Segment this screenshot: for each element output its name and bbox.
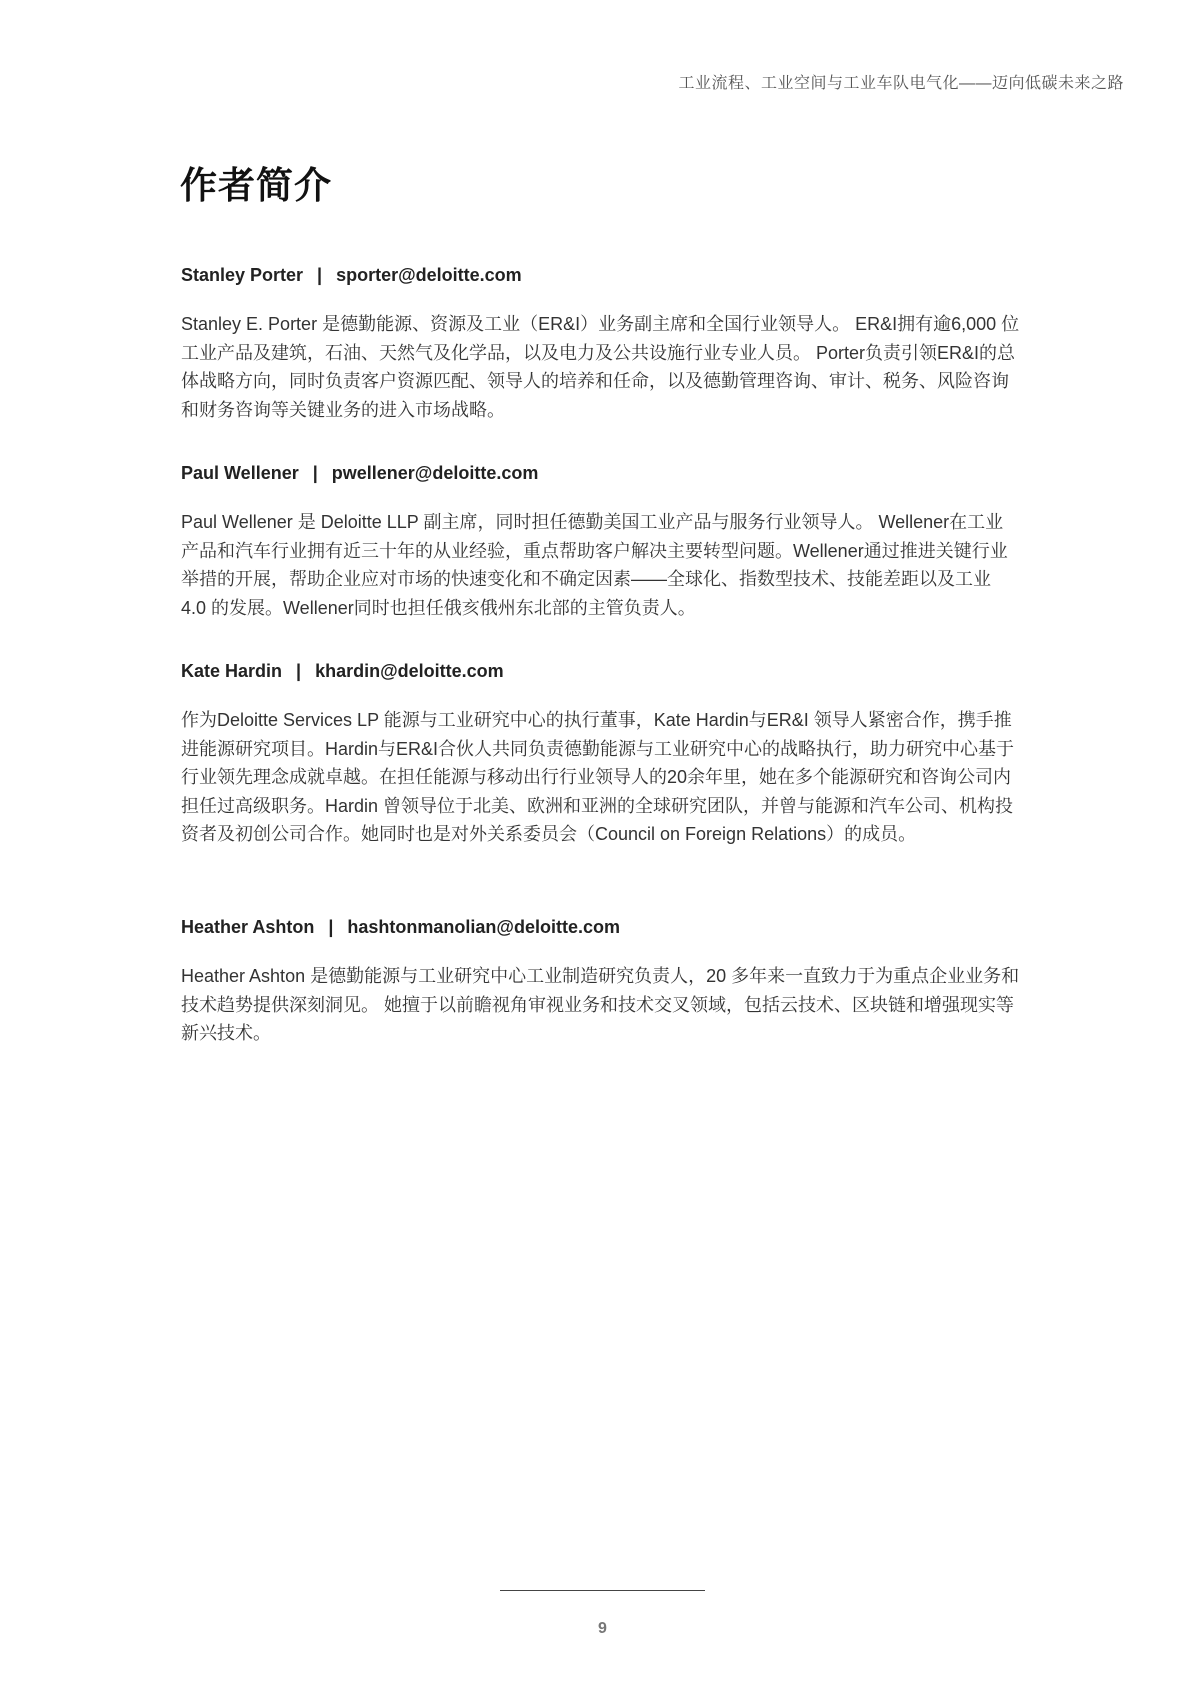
author-bio-text: Heather Ashton 是德勤能源与工业研究中心工业制造研究负责人，20 多年来一直致力于为重点企业业务和技术趋势提供深刻洞见。 她擅于以前瞻视角审视业务和技术交叉领域，包括云技术、区块链和增强现实等新兴技术。 (181, 966, 1020, 1043)
author-name: Stanley Porter (181, 265, 304, 285)
author-bio-hardin (181, 661, 1021, 849)
page-number: 9 (598, 1620, 607, 1637)
heading-separator: | (296, 661, 302, 681)
author-bio-text: Paul Wellener 是 Deloitte LLP 副主席，同时担任德勤美国工业产品与服务行业领导人。 Wellener在工业产品和汽车行业拥有近三十年的从业经验，重点帮助客户解决主要转型问题。Wellener通过推进关键行业举措的开展，帮助企业应对市场的快速变化和不确定因素——全球化、指数型技术、技能差距以及工业 4.0 的发展。Wellener同时也担任俄亥俄州东北部的主管负责人。 (181, 512, 1008, 618)
author-name: Heather Ashton (181, 917, 315, 937)
author-email[interactable]: pwellener@deloitte.com (331, 463, 539, 483)
author-email[interactable]: sporter@deloitte.com (336, 265, 522, 285)
author-bio-text: 作为Deloitte Services LP 能源与工业研究中心的执行董事，Kate Hardin与ER&I 领导人紧密合作，携手推进能源研究项目。Hardin与ER&I合伙人共同负责德勤能源与工业研究中心的战略执行，助力研究中心基于行业领先理念成就卓越。在担任能源与移动出行行业领导人的20余年里，她在多个能源研究和咨询公司内担任过高级职务。Hardin 曾领导位于北美、欧洲和亚洲的全球研究团队，并曾与能源和汽车公司、机构投资者及初创公司合作。她同时也是对外关系委员会（Council on Foreign Relations）的成员。 (181, 710, 1015, 844)
author-bio-wellener (181, 463, 1021, 622)
page-title: 作者简介 (180, 165, 332, 206)
author-name: Paul Wellener (181, 463, 299, 483)
heading-separator: | (312, 463, 318, 483)
author-heading (181, 463, 1021, 484)
heading-separator: | (317, 265, 323, 285)
author-heading (181, 661, 1021, 682)
author-email[interactable]: hashtonmanolian@deloitte.com (347, 917, 620, 937)
running-header: 工业流程、工业空间与工业车队电气化——迈向低碳未来之路 (678, 75, 1124, 92)
author-bio-porter (181, 265, 1021, 424)
heading-separator: | (328, 917, 334, 937)
author-bio-text: Stanley E. Porter 是德勤能源、资源及工业（ER&I）业务副主席和全国行业领导人。 ER&I拥有逾6,000 位工业产品及建筑，石油、天然气及化学品，以及电力及公共设施行业专业人员。 Porter负责引领ER&I的总体战略方向，同时负责客户资源匹配、领导人的培养和任命，以及德勤管理咨询、审计、税务、风险咨询和财务咨询等关键业务的进入市场战略。 (181, 314, 1020, 420)
footer-divider (500, 1590, 705, 1591)
author-email[interactable]: khardin@deloitte.com (315, 661, 504, 681)
author-heading (181, 265, 1021, 286)
author-bio-ashton (181, 917, 1021, 1048)
author-name: Kate Hardin (181, 661, 283, 681)
author-heading (181, 917, 1021, 938)
